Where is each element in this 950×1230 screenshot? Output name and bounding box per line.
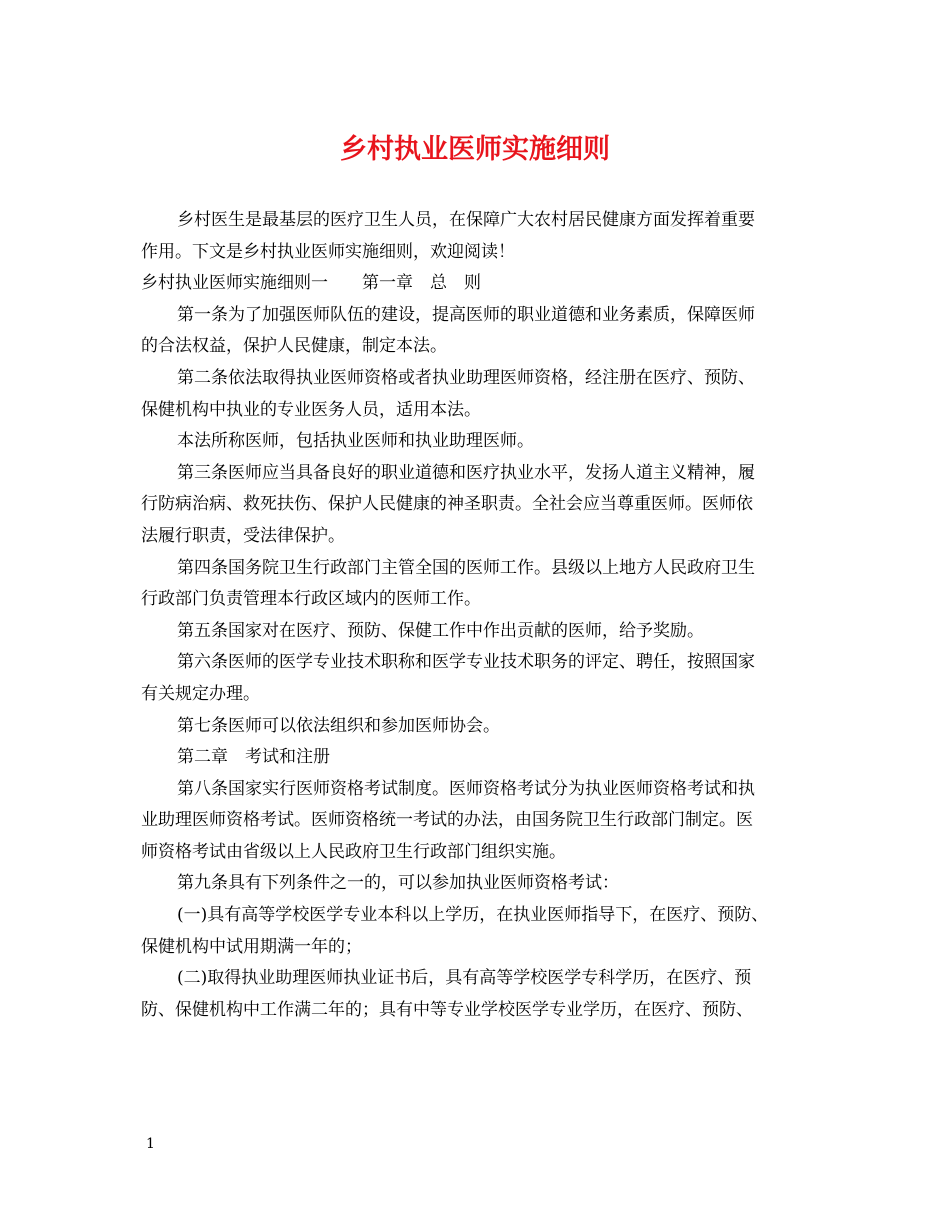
paragraph-line: 作用。下文是乡村执业医师实施细则，欢迎阅读！ [141, 241, 515, 262]
paragraph-line: 第六条医师的医学专业技术职称和医学专业技术职务的评定、聘任，按照国家 [177, 652, 755, 673]
section-heading-line: 乡村执业医师实施细则一 第一章 总 则 [141, 273, 481, 294]
document-title: 乡村执业医师实施细则 [340, 134, 610, 165]
paragraph-line: 有关规定办理。 [141, 683, 260, 704]
paragraph-line: 第三条医师应当具备良好的职业道德和医疗执业水平，发扬人道主义精神，履 [177, 462, 755, 483]
paragraph-line: 行政部门负责管理本行政区域内的医师工作。 [141, 589, 481, 610]
page-number: 1 [146, 1136, 155, 1152]
paragraph-line: (二)取得执业助理医师执业证书后，具有高等学校医学专科学历，在医疗、预 [177, 968, 752, 989]
paragraph-line: (一)具有高等学校医学专业本科以上学历，在执业医师指导下，在医疗、预防、 [177, 905, 769, 926]
paragraph-line: 法履行职责，受法律保护。 [141, 525, 345, 546]
chapter-heading-line: 第二章 考试和注册 [177, 747, 330, 768]
paragraph-line: 第四条国务院卫生行政部门主管全国的医师工作。县级以上地方人民政府卫生 [177, 557, 755, 578]
paragraph-line: 业助理医师资格考试。医师资格统一考试的办法，由国务院卫生行政部门制定。医 [141, 810, 753, 831]
paragraph-line: 第二条依法取得执业医师资格或者执业助理医师资格，经注册在医疗、预防、 [177, 367, 755, 388]
document-body [141, 205, 831, 1026]
paragraph-line: 第九条具有下列条件之一的，可以参加执业医师资格考试： [177, 873, 619, 894]
paragraph-line: 防、保健机构中工作满二年的；具有中等专业学校医学专业学历，在医疗、预防、 [141, 999, 753, 1020]
paragraph-line: 行防病治病、救死扶伤、保护人民健康的神圣职责。全社会应当尊重医师。医师依 [141, 494, 753, 515]
paragraph-line: 保健机构中执业的专业医务人员，适用本法。 [141, 399, 481, 420]
paragraph-line: 保健机构中试用期满一年的； [141, 936, 362, 957]
paragraph-line: 本法所称医师，包括执业医师和执业助理医师。 [177, 431, 534, 452]
paragraph-line: 第八条国家实行医师资格考试制度。医师资格考试分为执业医师资格考试和执 [177, 778, 755, 799]
paragraph-line: 第五条国家对在医疗、预防、保健工作中作出贡献的医师，给予奖励。 [177, 620, 704, 641]
paragraph-line: 的合法权益，保护人民健康，制定本法。 [141, 336, 447, 357]
paragraph-line: 第七条医师可以依法组织和参加医师协会。 [177, 715, 500, 736]
paragraph-line: 乡村医生是最基层的医疗卫生人员，在保障广大农村居民健康方面发挥着重要 [177, 210, 755, 230]
paragraph-line: 第一条为了加强医师队伍的建设，提高医师的职业道德和业务素质，保障医师 [177, 304, 755, 325]
paragraph-line: 师资格考试由省级以上人民政府卫生行政部门组织实施。 [141, 841, 566, 862]
